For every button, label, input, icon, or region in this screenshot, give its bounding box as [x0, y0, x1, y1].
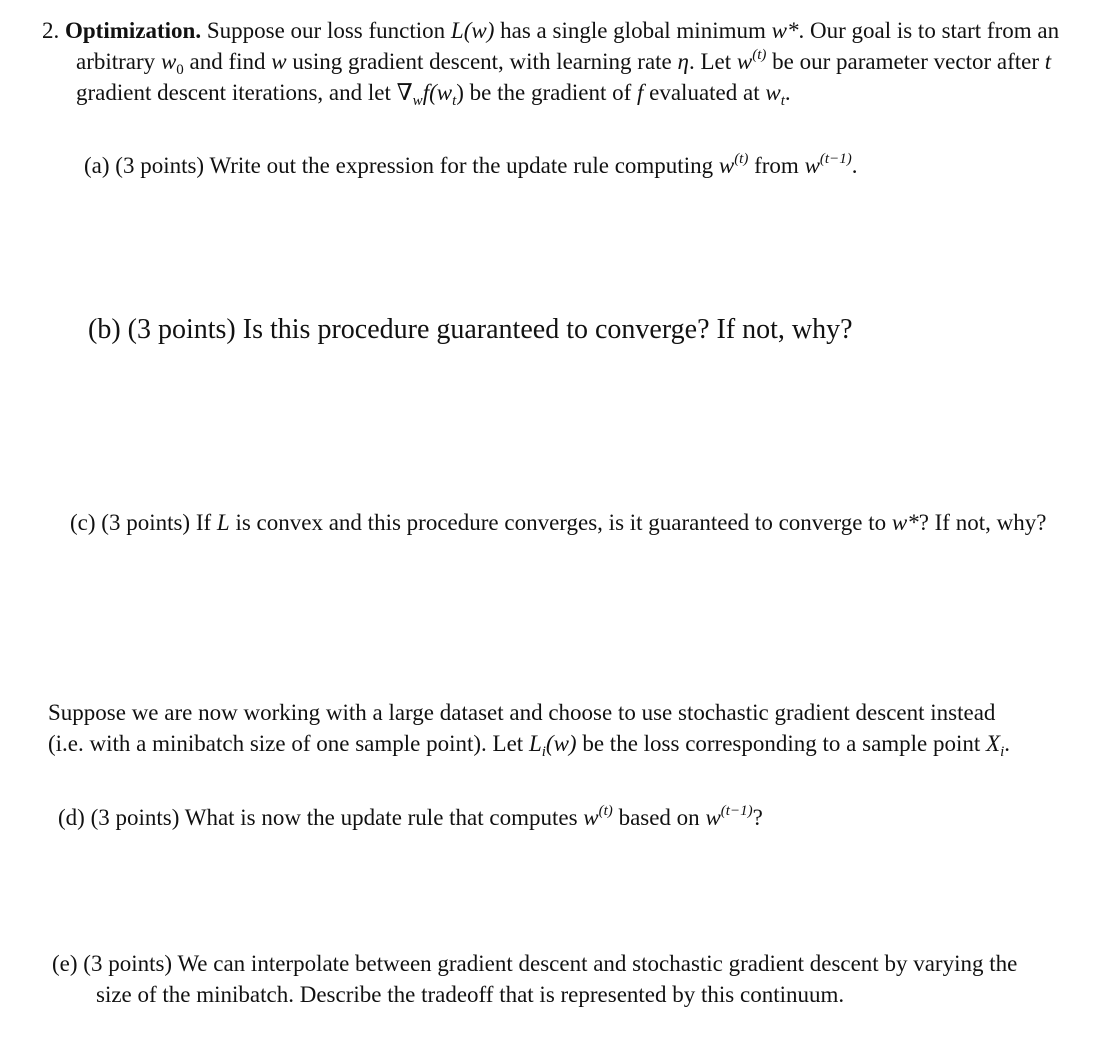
- part-a: (a) (3 points) Write out the expression for the update rule computing $w^{(t)}$ from $w^{(t-1)}$.: [84, 151, 858, 178]
- sgd-intro: Suppose we are now working with a large dataset and choose to use stochastic gradient descent instead (i.e. with a minibatch size of one sample point). Let $L_i(w)$ be the loss corresponding to a sample point $X_i$.: [48, 700, 1011, 760]
- part-c: (c) (3 points) If L is convex and this procedure converges, is it guaranteed to converge to w*? If not, why?: [70, 510, 1047, 535]
- part-e-label: (e): [52, 951, 78, 976]
- problem-number: 2.: [42, 18, 60, 43]
- part-d: (d) (3 points) What is now the update rule that computes $w^{(t)}$ based on $w^{(t-1)}$?: [58, 803, 763, 830]
- part-b-label: (b): [88, 314, 121, 345]
- problem-statement: 2. Optimization. Suppose our loss function L(w) has a single global minimum w*. Our goal is to start from an arbitrary $w_0$ and find w using gradient descent, with learning rate η. Let $w^{(t)}$ be our parameter vector after t gradient descent iterations, and let $\nabla_wf(w_t)$ be the gradient of f evaluated at $w_t$.: [42, 18, 1060, 109]
- part-e: (e) (3 points) We can interpolate between gradient descent and stochastic gradient descent by varying the size of the minibatch. Describe the tradeoff that is represented by this continuum.: [52, 951, 1018, 1007]
- part-a-label: (a): [84, 153, 110, 178]
- part-d-label: (d): [58, 805, 85, 830]
- part-b: (b) (3 points) Is this procedure guaranteed to converge? If not, why?: [88, 314, 853, 345]
- problem-title: Optimization.: [65, 18, 202, 43]
- part-c-label: (c): [70, 510, 96, 535]
